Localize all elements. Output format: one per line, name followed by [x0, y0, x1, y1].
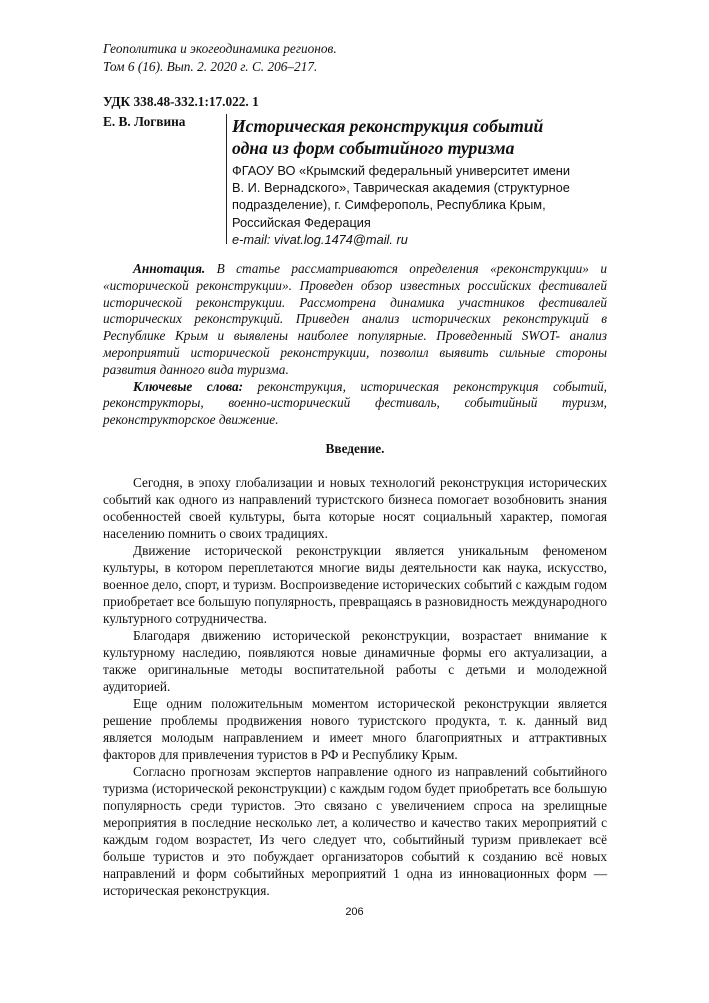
affiliation-line: Российская Федерация — [232, 214, 371, 230]
keywords-label: Ключевые слова: — [133, 378, 244, 394]
body-paragraph: Благодаря движению исторической реконструкции, возрастает внимание к культурному наследию, появляются новые динамичные формы его актуализации, а также оригинальные методы воспитательной работы с детьми и молодежной аудиторией. — [103, 628, 607, 694]
abstract-label: Аннотация. — [133, 261, 206, 276]
journal-volume-line: Том 6 (16). Вып. 2. 2020 г. С. 206–217. — [103, 59, 318, 74]
header-divider — [226, 114, 227, 244]
article-title-line-1: Историческая реконструкция событий — [232, 116, 544, 136]
keywords-text: реконструкция, историческая реконструкция событий, реконструкторы, военно-исторический фестиваль, событийный туризм, реконструкторское движение. — [103, 378, 608, 428]
author-name: Е. В. Логвина — [103, 114, 186, 129]
body-paragraph: Сегодня, в эпоху глобализации и новых технологий реконструкция исторических событий как одного из направлений туристского бизнеса помогает возобновить знания особенностей своей культуры, быта которые носят социальный характер, помогая населению помнить о своих традициях. — [103, 475, 607, 541]
author-email: e-mail: vivat.log.1474@mail. ru — [232, 231, 408, 247]
body-text — [103, 474, 607, 899]
abstract-paragraph — [103, 261, 607, 379]
affiliation-line: подразделение), г. Симферополь, Республика Крым, — [232, 197, 546, 213]
section-heading: Введение. — [325, 441, 385, 456]
affiliation-line: ФГАОУ ВО «Крымский федеральный университет имени — [232, 163, 571, 178]
abstract-text: В статье рассматриваются определения «реконструкции» и «исторической реконструкции». Проведен обзор известных российских фестивалей исторической реконструкции. Рассмотрена динамика участников фестивалей исторических реконструкций. Приведен анализ исторических реконструкций в Республике Крым и выявлены наиболее популярные. Проведенный SWOT- анализ мероприятий исторической реконструкции, позволил выявить сильные стороны развития данного вида туризма. — [103, 261, 607, 377]
article-title-line-2: одна из форм событийного туризма — [232, 138, 515, 158]
article-title — [232, 115, 622, 159]
affiliation-line: В. И. Вернадского», Таврическая академия (структурное — [232, 180, 570, 196]
affiliation — [232, 162, 612, 248]
body-paragraph: Еще одним положительным моментом исторической реконструкции является решение проблемы продвижения нового туристского продукта, т. к. данный вид является молодым направлением и имеет много благоприятных и аттрактивных факторов для привлечения туристов в РФ и Республику Крым. — [103, 696, 607, 762]
abstract-block — [103, 261, 607, 429]
udk-code: УДК 338.48-332.1:17.022. 1 — [103, 94, 259, 109]
journal-citation — [103, 40, 623, 76]
page-number: 206 — [345, 906, 364, 918]
keywords-paragraph — [103, 379, 607, 429]
body-paragraph: Движение исторической реконструкции является уникальным феноменом культуры, в котором переплетаются многие виды деятельности как наука, искусство, военное дело, спорт, и туризм. Воспроизведение исторических событий с каждым годом приобретает все большую популярность, превращаясь в разновидность международного культурного сотрудничества. — [103, 543, 607, 626]
journal-title-line: Геополитика и экогеодинамика регионов. — [103, 41, 337, 56]
body-paragraph: Согласно прогнозам экспертов направление одного из направлений событийного туризма (исторической реконструкции) с каждым годом будет приобретать все большую популярность среди туристов. Это связано с увеличением спроса на зрелищные мероприятия в последние несколько лет, а количество и качество таких мероприятий с каждым годом возрастет, Из чего следует что, событийный туризм привлекает всё больше туристов и это побуждает организаторов событий к созданию всё новых направлений и форм событийных мероприятий 1 одна из инновационных форм — историческая реконструкция. — [103, 764, 607, 898]
